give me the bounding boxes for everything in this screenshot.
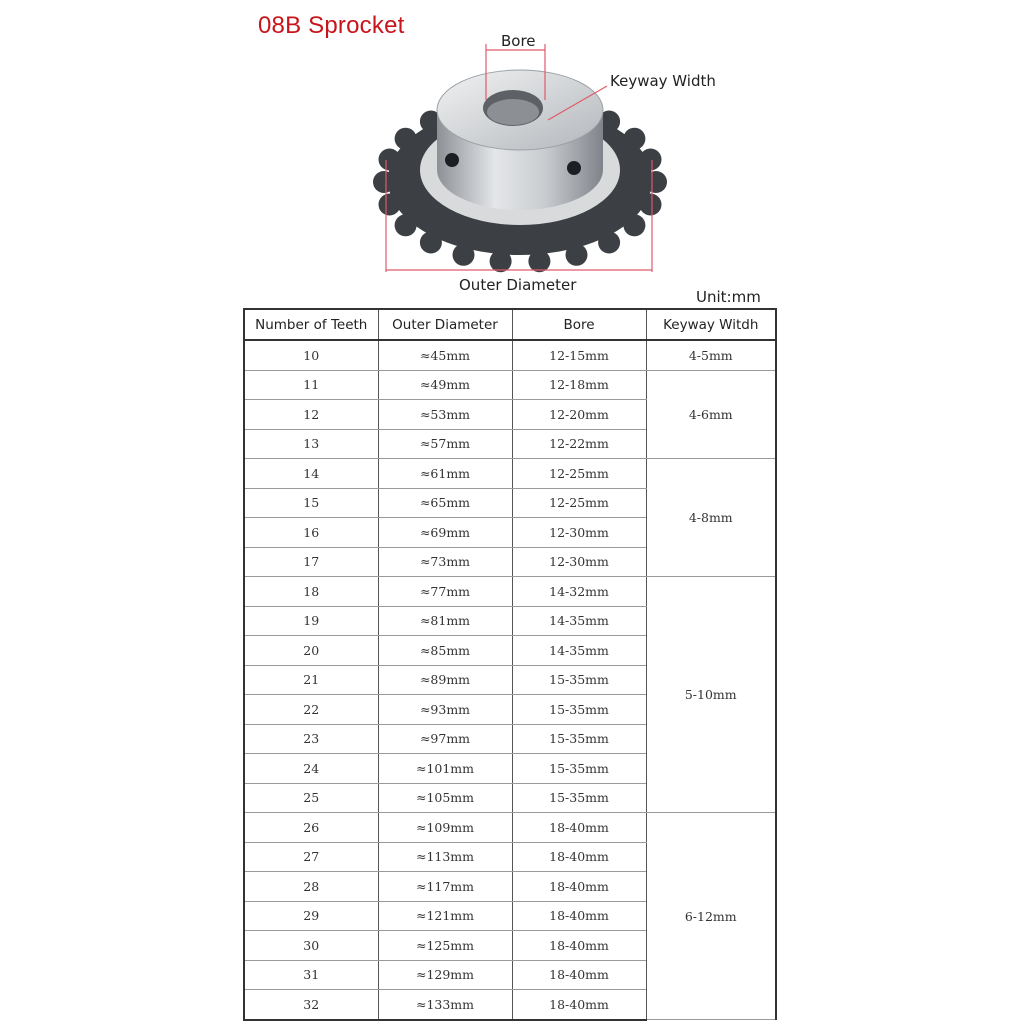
cell-outer-diameter: ≈113mm: [378, 842, 512, 872]
cell-bore: 15-35mm: [512, 724, 646, 754]
cell-outer-diameter: ≈49mm: [378, 370, 512, 400]
cell-bore: 18-40mm: [512, 842, 646, 872]
cell-teeth: 19: [244, 606, 378, 636]
cell-outer-diameter: ≈89mm: [378, 665, 512, 695]
cell-teeth: 15: [244, 488, 378, 518]
cell-bore: 18-40mm: [512, 901, 646, 931]
cell-outer-diameter: ≈109mm: [378, 813, 512, 843]
table-body: [244, 340, 776, 1020]
sprocket-tooth: [640, 149, 662, 171]
cell-bore: 12-15mm: [512, 340, 646, 370]
cell-keyway-width: 4-8mm: [646, 459, 776, 577]
cell-bore: 14-32mm: [512, 577, 646, 607]
table-row: [244, 340, 776, 370]
cell-keyway-width: 6-12mm: [646, 813, 776, 1020]
sprocket-tooth: [623, 214, 645, 236]
cell-bore: 15-35mm: [512, 754, 646, 784]
cell-teeth: 28: [244, 872, 378, 902]
cell-outer-diameter: ≈101mm: [378, 754, 512, 784]
cell-keyway-width: 5-10mm: [646, 577, 776, 813]
cell-outer-diameter: ≈97mm: [378, 724, 512, 754]
cell-bore: 18-40mm: [512, 990, 646, 1020]
sprocket-tooth: [395, 128, 417, 150]
cell-teeth: 26: [244, 813, 378, 843]
keyway-width-label: Keyway Width: [610, 72, 716, 90]
spec-table: [243, 308, 777, 1021]
cell-bore: 18-40mm: [512, 813, 646, 843]
cell-outer-diameter: ≈93mm: [378, 695, 512, 725]
table-row: [244, 813, 776, 843]
cell-teeth: 11: [244, 370, 378, 400]
cell-outer-diameter: ≈77mm: [378, 577, 512, 607]
sprocket-tooth: [379, 194, 401, 216]
page-title: 08B Sprocket: [258, 12, 405, 39]
cell-outer-diameter: ≈73mm: [378, 547, 512, 577]
cell-bore: 12-18mm: [512, 370, 646, 400]
cell-outer-diameter: ≈129mm: [378, 960, 512, 990]
cell-outer-diameter: ≈53mm: [378, 400, 512, 430]
table-row: [244, 370, 776, 400]
sprocket-tooth: [528, 250, 550, 272]
cell-outer-diameter: ≈117mm: [378, 872, 512, 902]
cell-outer-diameter: ≈85mm: [378, 636, 512, 666]
cell-teeth: 12: [244, 400, 378, 430]
sprocket-tooth: [645, 171, 667, 193]
cell-outer-diameter: ≈121mm: [378, 901, 512, 931]
cell-teeth: 25: [244, 783, 378, 813]
cell-bore: 12-20mm: [512, 400, 646, 430]
cell-bore: 12-25mm: [512, 488, 646, 518]
cell-teeth: 20: [244, 636, 378, 666]
cell-keyway-width: 4-5mm: [646, 340, 776, 370]
cell-teeth: 21: [244, 665, 378, 695]
cell-teeth: 27: [244, 842, 378, 872]
cell-teeth: 16: [244, 518, 378, 548]
unit-label: Unit:mm: [696, 288, 761, 306]
sprocket-tooth: [566, 244, 588, 266]
sprocket-tooth: [395, 214, 417, 236]
cell-bore: 14-35mm: [512, 606, 646, 636]
sprocket-tooth: [420, 232, 442, 254]
sprocket-tooth: [640, 194, 662, 216]
cell-outer-diameter: ≈45mm: [378, 340, 512, 370]
cell-keyway-width: 4-6mm: [646, 370, 776, 459]
sprocket-tooth: [623, 128, 645, 150]
sprocket-tooth: [598, 232, 620, 254]
cell-bore: 18-40mm: [512, 872, 646, 902]
cell-teeth: 23: [244, 724, 378, 754]
cell-teeth: 29: [244, 901, 378, 931]
cell-bore: 18-40mm: [512, 931, 646, 961]
cell-teeth: 10: [244, 340, 378, 370]
cell-bore: 15-35mm: [512, 783, 646, 813]
cell-teeth: 31: [244, 960, 378, 990]
header-outer-diameter: Outer Diameter: [378, 309, 512, 340]
cell-bore: 12-25mm: [512, 459, 646, 489]
cell-outer-diameter: ≈81mm: [378, 606, 512, 636]
cell-bore: 12-30mm: [512, 547, 646, 577]
cell-bore: 12-30mm: [512, 518, 646, 548]
cell-teeth: 18: [244, 577, 378, 607]
header-bore: Bore: [512, 309, 646, 340]
cell-teeth: 14: [244, 459, 378, 489]
outer-diameter-label: Outer Diameter: [459, 276, 577, 294]
table-header-row: [244, 309, 776, 340]
cell-teeth: 24: [244, 754, 378, 784]
cell-bore: 15-35mm: [512, 695, 646, 725]
sprocket-tooth: [453, 244, 475, 266]
cell-outer-diameter: ≈105mm: [378, 783, 512, 813]
cell-teeth: 30: [244, 931, 378, 961]
cell-bore: 15-35mm: [512, 665, 646, 695]
cell-teeth: 32: [244, 990, 378, 1020]
header-keyway-width: Keyway Witdh: [646, 309, 776, 340]
header-number-of-teeth: Number of Teeth: [244, 309, 378, 340]
table-row: [244, 459, 776, 489]
cell-outer-diameter: ≈61mm: [378, 459, 512, 489]
bore-label: Bore: [501, 32, 536, 50]
cell-bore: 14-35mm: [512, 636, 646, 666]
cell-outer-diameter: ≈125mm: [378, 931, 512, 961]
cell-outer-diameter: ≈69mm: [378, 518, 512, 548]
cell-outer-diameter: ≈133mm: [378, 990, 512, 1020]
cell-outer-diameter: ≈57mm: [378, 429, 512, 459]
sprocket-tooth: [373, 171, 395, 193]
cell-bore: 12-22mm: [512, 429, 646, 459]
table-row: [244, 577, 776, 607]
cell-teeth: 13: [244, 429, 378, 459]
cell-outer-diameter: ≈65mm: [378, 488, 512, 518]
sprocket-tooth: [490, 250, 512, 272]
sprocket-tooth: [379, 149, 401, 171]
cell-teeth: 17: [244, 547, 378, 577]
cell-bore: 18-40mm: [512, 960, 646, 990]
cell-teeth: 22: [244, 695, 378, 725]
